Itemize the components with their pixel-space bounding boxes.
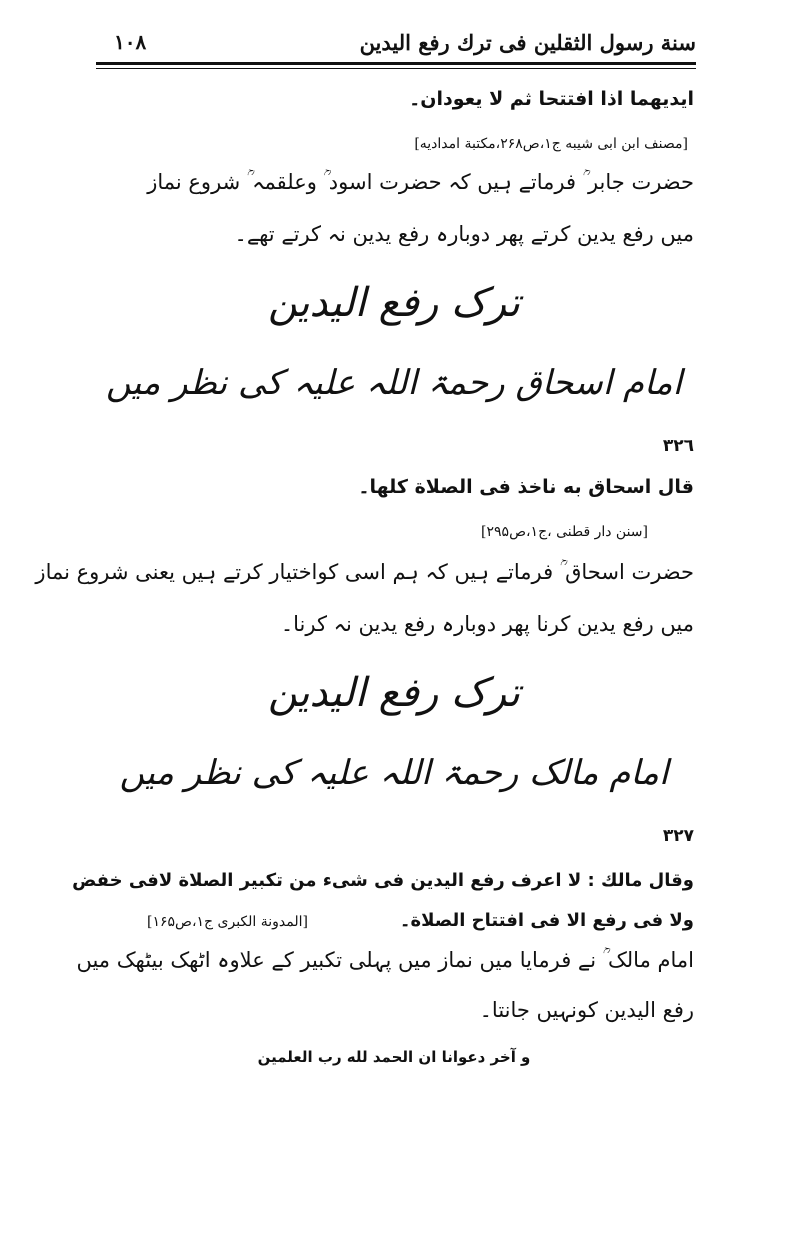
arabic-text-line: ايديهما اذا افتتحا ثم لا يعودان۔: [409, 88, 694, 110]
hadith-number: ٣٢٦: [662, 436, 694, 456]
hadith-number: ٣٢٧: [662, 826, 694, 846]
urdu-text-line: امام مالک ؒ نے فرمایا میں نماز میں پہلی تکبیر کے علاوہ اٹھک بیٹھک میں: [76, 948, 694, 972]
urdu-text-line: میں رفع یدین کرنا پھر دوبارہ رفع یدین نہ کرنا۔: [280, 612, 694, 636]
page-number: ١٠٨: [114, 30, 147, 54]
citation: [مصنف ابن ابی شیبه ج۱،ص۲۶۸،مکتبة امدادیه]: [414, 136, 688, 152]
urdu-text-line: حضرت اسحاق ؒ فرماتے ہیں کہ ہم اسی کواختیار کرتے ہیں یعنی شروع نماز: [35, 560, 694, 584]
urdu-text-line: میں رفع یدین کرتے پھر دوبارہ رفع یدین نہ کرتے تھے۔: [234, 222, 694, 246]
header-rule-thin: [96, 68, 696, 69]
section-heading: ترک رفع الیدین: [267, 670, 521, 716]
arabic-text-line: ولا فى رفع الا فى افتتاح الصلاة۔: [399, 910, 694, 931]
urdu-text-line: رفع الیدین کونہیں جانتا۔: [479, 998, 694, 1022]
running-header: [96, 26, 696, 60]
closing-prayer: و آخر دعوانا ان الحمد لله رب العلمين: [257, 1048, 531, 1066]
section-subheading: امام مالک رحمۃ اللہ علیہ کی نظر میں: [119, 753, 669, 793]
citation: [سنن دار قطنی ،ج۱،ص۲۹۵]: [481, 524, 648, 540]
running-title: سنة رسول الثقلين فى ترك رفع اليدين: [359, 30, 696, 55]
section-subheading: امام اسحاق رحمۃ اللہ علیہ کی نظر میں: [105, 363, 683, 403]
header-rule-thick: [96, 62, 696, 65]
arabic-text-line: وقال مالك : لا اعرف رفع اليدين فى شىء من تكبير الصلاة لافى خفض: [72, 870, 694, 891]
citation: [المدونة الکبری ج۱،ص۱۶۵]: [147, 914, 308, 930]
arabic-text-line: قال اسحاق به ناخذ فی الصلاة کلها۔: [358, 476, 694, 498]
section-heading: ترک رفع الیدین: [267, 280, 521, 326]
urdu-text-line: حضرت جابر ؒ فرماتے ہیں کہ حضرت اسود ؒ وعلقمہ ؒ شروع نماز: [147, 170, 694, 194]
